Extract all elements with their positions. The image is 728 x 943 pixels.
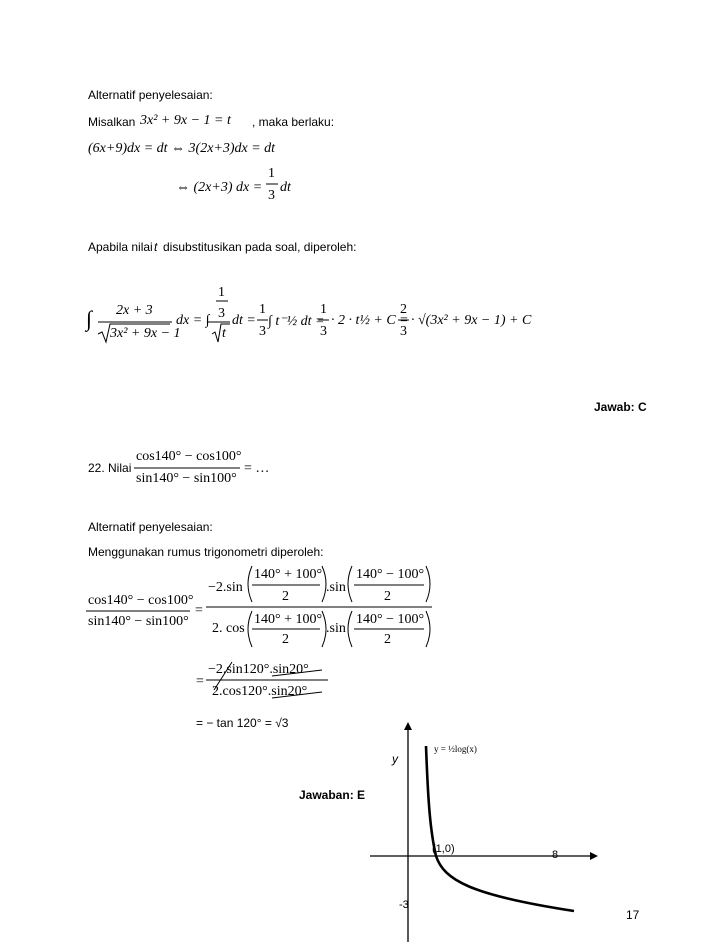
integral-term: ∫ t⁻½ dt =	[268, 314, 325, 329]
integral-sqrt-sign	[98, 324, 170, 342]
integral-dt: dt =	[232, 313, 256, 328]
inner-frac-den: t	[222, 326, 226, 341]
rhs-num-prefix: −2.sin	[208, 580, 243, 595]
question-22-numerator: cos140° − cos100°	[136, 449, 242, 464]
rhs-den-paren-b-den: 2	[384, 632, 391, 647]
integral-denominator: 3x² + 9x − 1	[110, 326, 181, 341]
graph-point-label: (1,0)	[432, 843, 455, 855]
frac3-den: 3	[400, 324, 407, 339]
paren-den-b-right	[426, 611, 430, 647]
question-22-equals: = …	[244, 461, 270, 476]
apabila-var: t	[154, 240, 158, 254]
answer-c: Jawab: C	[594, 400, 647, 414]
rhs-den-prefix: 2. cos	[212, 621, 245, 636]
cancel-stroke-3	[272, 692, 322, 698]
question-22-prefix: 22. Nilai	[88, 461, 132, 475]
inner-frac-top: 1	[218, 285, 225, 300]
inner-sqrt-sign	[212, 324, 230, 342]
cancel-stroke-1	[214, 662, 232, 690]
rhs-den-paren-b-top: 140° − 100°	[356, 612, 425, 627]
graph-log-curve	[426, 746, 574, 911]
misalkan-label: Misalkan	[88, 115, 136, 129]
final-result: = − tan 120° = √3	[196, 716, 289, 730]
derivative-line-1: (6x+9)dx = dt ⇔ 3(2x+3)dx = dt	[88, 141, 276, 156]
frac1-num: 1	[259, 302, 266, 317]
frac1-den: 3	[259, 324, 266, 339]
graph-y-tick: -3	[399, 899, 409, 911]
graph-x-axis-arrow	[590, 852, 598, 860]
rhs-num-paren-b-top: 140° − 100°	[356, 567, 425, 582]
simplified-numerator: −2.sin120°.sin20°	[208, 662, 309, 677]
frac3-num: 2	[400, 302, 407, 317]
graph-y-label: y	[392, 752, 398, 766]
graph-x-tick: 8	[552, 849, 559, 861]
apabila-pre: Apabila nilai	[88, 240, 153, 254]
paren-den-a-left	[248, 611, 252, 647]
rhs-num-paren-b-den: 2	[384, 589, 391, 604]
graph-function-label: y = ½log(x)	[434, 744, 477, 754]
integral-sign: ∫	[86, 306, 93, 331]
integral-numerator: 2x + 3	[116, 303, 153, 318]
simplified-equals: =	[196, 674, 204, 689]
question-22-denominator: sin140° − sin100°	[136, 471, 237, 486]
frac2-num: 1	[320, 302, 327, 317]
frac2-den: 3	[320, 324, 327, 339]
paren-den-a-right	[322, 611, 326, 647]
rhs-den-paren-a-den: 2	[282, 632, 289, 647]
paren-num-a-right	[322, 566, 326, 602]
heading-alternatif-2: Alternatif penyelesaian:	[88, 520, 213, 534]
lhs-equals: =	[195, 603, 203, 618]
simplified-denominator: 2.cos120°.sin20°	[212, 684, 308, 699]
lhs-denominator: sin140° − sin100°	[88, 614, 189, 629]
page-number: 17	[626, 908, 640, 922]
paren-num-b-right	[426, 566, 430, 602]
integral-result: · √(3x² + 9x − 1) + C	[411, 313, 532, 328]
line2-tail: dt	[280, 180, 291, 195]
misalkan-tail: , maka berlaku:	[252, 115, 335, 129]
paren-num-a-left	[248, 566, 252, 602]
heading-alternatif-1: Alternatif penyelesaian:	[88, 88, 213, 102]
rhs-den-mid: .sin	[326, 621, 346, 636]
paren-den-b-left	[348, 611, 352, 647]
integral-dx: dx = ∫	[176, 313, 210, 328]
apabila-post: disubstitusikan pada soal, diperoleh:	[163, 240, 357, 254]
method-text: Menggunakan rumus trigonometri diperoleh:	[88, 545, 324, 559]
line2-frac-num: 1	[268, 166, 275, 181]
graph-y-axis-arrow	[404, 722, 412, 730]
rhs-num-mid: .sin	[326, 580, 346, 595]
derivative-line-2-lhs: ⇔ (2x+3) dx =	[176, 180, 263, 195]
inner-frac-mid: 3	[218, 306, 225, 321]
lhs-numerator: cos140° − cos100°	[88, 593, 194, 608]
line2-frac-den: 3	[268, 188, 275, 203]
integral-term-2: · 2 · t½ + C =	[331, 313, 409, 328]
rhs-num-paren-a-top: 140° + 100°	[254, 567, 323, 582]
rhs-num-paren-a-den: 2	[282, 589, 289, 604]
misalkan-expression: 3x² + 9x − 1 = t	[140, 113, 231, 128]
answer-e: Jawaban: E	[299, 788, 366, 802]
rhs-den-paren-a-top: 140° + 100°	[254, 612, 323, 627]
paren-num-b-left	[348, 566, 352, 602]
cancel-stroke-2	[272, 670, 322, 676]
